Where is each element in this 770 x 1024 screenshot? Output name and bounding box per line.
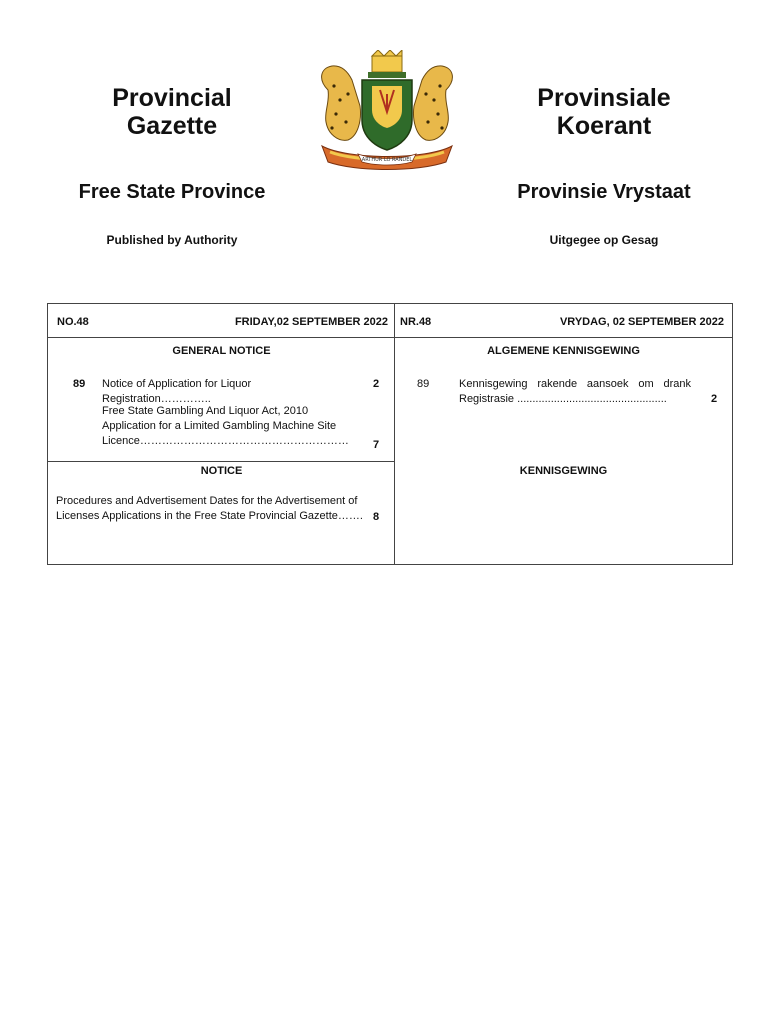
province-af: Provinsie Vrystaat (517, 181, 691, 203)
notice-number-89: 89 (73, 378, 86, 390)
title-en-line2: Gazette (126, 112, 218, 140)
procedures-line2: Licenses Applications in the Free State Provincial Gazette……. (56, 510, 363, 522)
kennisgewing-drank (459, 377, 691, 407)
title-af-line1: Provinsiale (537, 84, 671, 112)
notice-procedures (56, 494, 366, 524)
kennisgewing-number-89: 89 (417, 378, 430, 390)
section-general-notice: GENERAL NOTICE (172, 345, 271, 357)
gambling-line1: Free State Gambling And Liquor Act, 2010 (102, 405, 309, 417)
issue-number-af: NR.48 (400, 316, 432, 328)
header-row-divider (48, 337, 732, 338)
province-en: Free State Province (78, 181, 266, 203)
section-kennisgewing: KENNISGEWING (519, 465, 608, 477)
contents-table (47, 303, 733, 565)
title-en-line1: Provincial (112, 84, 232, 112)
drank-line1: Kennisgewing rakende aansoek om drank (459, 378, 691, 390)
notice-gambling-act (102, 404, 372, 449)
left-section-divider (48, 461, 395, 462)
coat-of-arms (308, 50, 466, 176)
published-en: Published by Authority (106, 233, 238, 247)
issue-date-en: FRIDAY,02 SEPTEMBER 2022 (234, 316, 388, 328)
gambling-line2: Application for a Limited Gambling Machine Site (102, 420, 337, 432)
notice-liquor-page: 2 (373, 378, 380, 390)
title-en (62, 84, 282, 140)
title-af (494, 84, 714, 140)
published-af: Uitgegee op Gesag (549, 233, 659, 247)
procedures-line1: Procedures and Advertisement Dates for the Advertisement of (56, 495, 358, 507)
notice-liquor-registration: Notice of Application for Liquor Registration………….. (102, 378, 252, 405)
drank-line2: Registrasie ................................................. (459, 393, 667, 405)
issue-number-en: NO.48 (57, 316, 89, 328)
section-algemene-kennisgewing: ALGEMENE KENNISGEWING (487, 345, 640, 357)
kennisgewing-drank-page: 2 (711, 393, 718, 405)
coat-of-arms-icon (308, 50, 466, 176)
notice-procedures-page: 8 (373, 511, 380, 523)
column-divider (394, 304, 395, 564)
gambling-line3: Licence………………………………………………… (102, 435, 349, 447)
notice-gambling-page: 7 (373, 439, 380, 451)
title-af-line2: Koerant (556, 112, 652, 140)
issue-date-af: VRYDAG, 02 SEPTEMBER 2022 (559, 316, 724, 328)
section-notice: NOTICE (200, 465, 243, 477)
coat-of-arms-motto: ARTHUR LO RANDEL (361, 157, 413, 163)
